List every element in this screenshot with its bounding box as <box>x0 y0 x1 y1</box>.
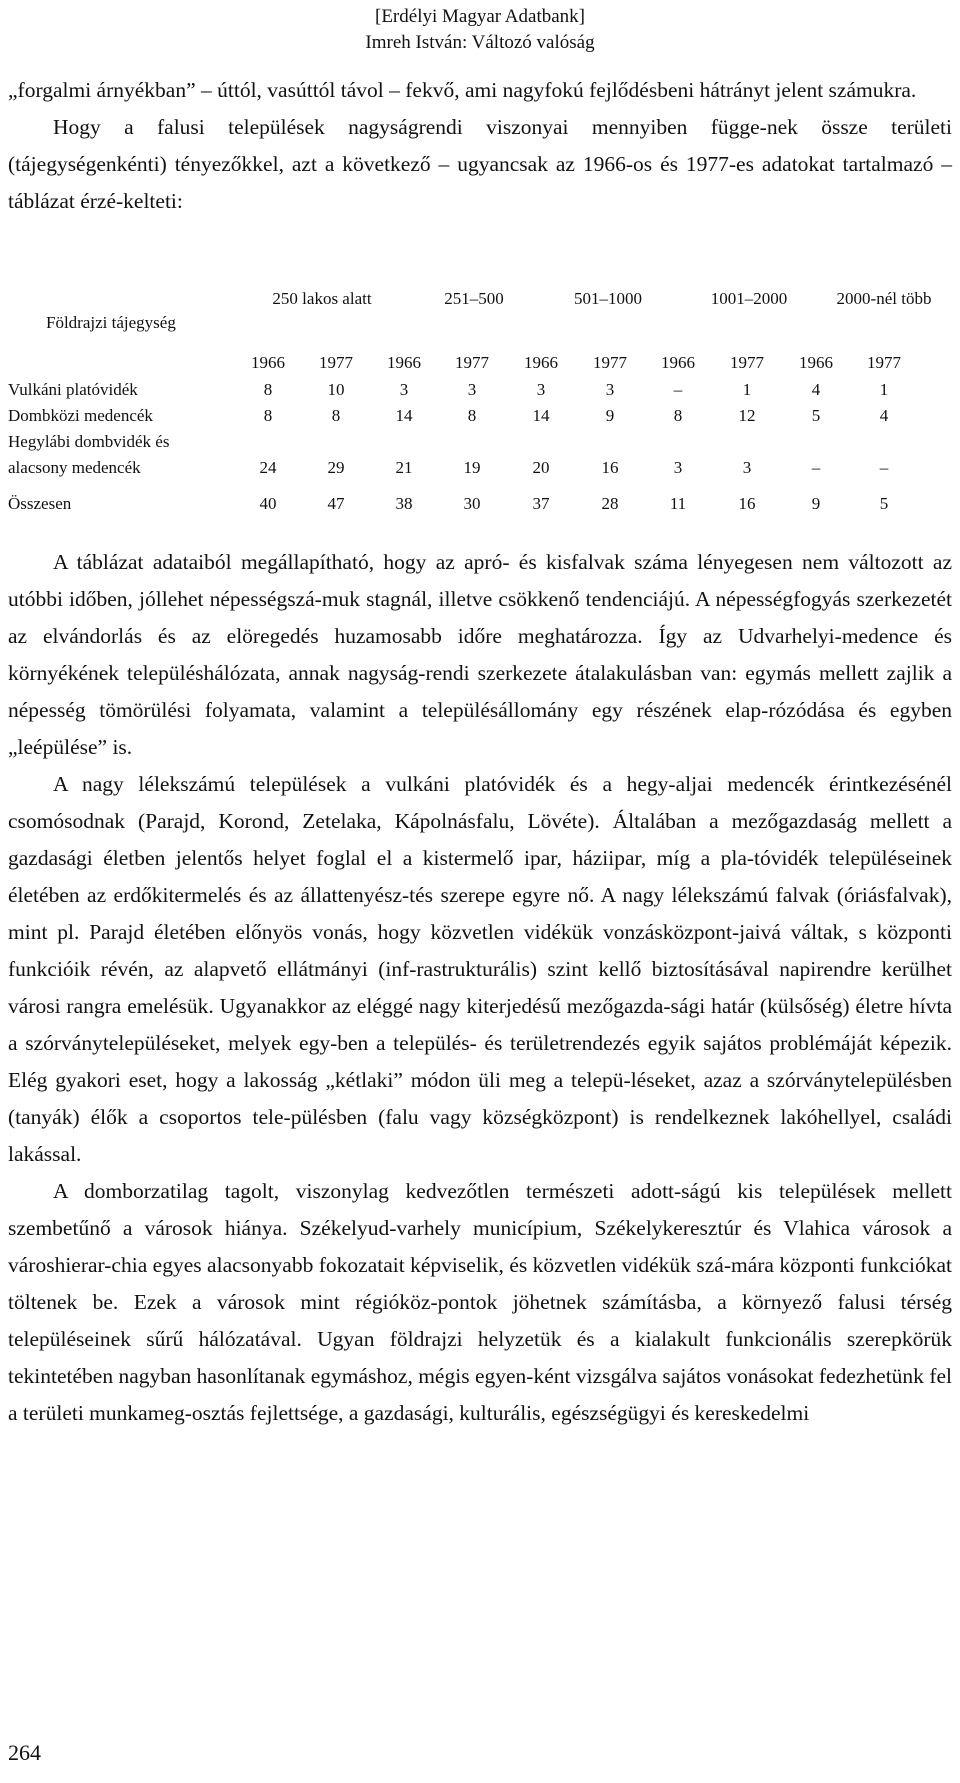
table-cell: 3 <box>536 380 546 399</box>
row-label <box>8 429 169 481</box>
table-row <box>8 429 952 481</box>
table-cell: 37 <box>532 494 550 513</box>
year-header: 1966 <box>524 353 558 372</box>
row-label: Dombközi medencék <box>8 406 153 425</box>
group-header-250-alatt: 250 lakos alatt <box>272 289 372 308</box>
table-cell: 47 <box>327 494 345 513</box>
region-column-header: Földrajzi tájegység <box>46 313 176 332</box>
year-header: 1977 <box>455 353 489 372</box>
table-cell: 3 <box>605 380 615 399</box>
table-cell: 9 <box>811 494 821 513</box>
table-cell: 20 <box>532 458 550 477</box>
year-header: 1966 <box>799 353 833 372</box>
group-header-501-1000: 501–1000 <box>574 289 642 308</box>
year-header: 1977 <box>593 353 627 372</box>
table-cell: 1 <box>879 380 889 399</box>
table-cell: 8 <box>331 406 341 425</box>
table-cell: 4 <box>811 380 821 399</box>
table-row <box>8 403 952 429</box>
table-cell: 3 <box>467 380 477 399</box>
year-header: 1977 <box>730 353 764 372</box>
table-cell: 21 <box>395 458 413 477</box>
table-cell: 8 <box>467 406 477 425</box>
table-cell: 8 <box>673 406 683 425</box>
table-cell: 29 <box>327 458 345 477</box>
intro-paragraph: Hogy a falusi települések nagyságrendi viszonyai mennyiben függe-nek össze területi (tájegységenkénti) tényezőkkel, azt a következő – ugyancsak az 1966-os és 1977-es adatokat tartalmazó – táblázat érzé-kelteti: <box>8 115 952 213</box>
table-cell: 24 <box>259 458 277 477</box>
table-cell: 3 <box>673 458 683 477</box>
table-cell: 5 <box>879 494 889 513</box>
table-cell: 8 <box>263 380 273 399</box>
table-cell: 5 <box>811 406 821 425</box>
table-cell: 11 <box>669 494 687 513</box>
year-header: 1977 <box>319 353 353 372</box>
body-paragraph: A domborzatilag tagolt, viszonylag kedvezőtlen természeti adott-ságú kis települések mellett szembetűnő a városok hiánya. Székelyud-varhely municípium, Székelykeresztúr és Vlahica városok a városhierar-chia egyes alacsonyabb fokozatait képviselik, és közvetlen vidékük szá-mára központi funkciókat töltenek be. Ezek a városok mint régióköz-pontok jöhetnek számításba, a környező falusi térség településeinek sűrű hálózatával. Ugyan földrajzi helyzetük és a kialakult funkcionális szerepkörük tekintetében nagyban hasonlítanak egymáshoz, mégis egyen-ként vizsgálva sajátos vonásokat fedezhetünk fel a területi munkameg-osztás fejlettsége, a gazdasági, kulturális, egészségügyi és kereskedelmi <box>8 1179 952 1425</box>
table-cell: 3 <box>399 380 409 399</box>
row-label: Vulkáni platóvidék <box>8 380 138 399</box>
table-cell: 16 <box>601 458 619 477</box>
table-cell: 16 <box>738 494 756 513</box>
year-header: 1966 <box>661 353 695 372</box>
continued-paragraph: „forgalmi árnyékban” – úttól, vasúttól távol – fekvő, ami nagyfokú fejlődésbeni hátrányt jelent számukra. <box>8 78 917 102</box>
table-cell: 12 <box>738 406 756 425</box>
year-header: 1966 <box>387 353 421 372</box>
group-header-2000-felett: 2000-nél több <box>836 289 932 308</box>
table-cell: 19 <box>463 458 481 477</box>
table-cell: – <box>879 458 889 477</box>
table-header <box>8 283 952 377</box>
body-section <box>8 544 952 1432</box>
header-source: [Erdélyi Magyar Adatbank] <box>375 6 585 27</box>
table-cell: 28 <box>601 494 619 513</box>
table-total-row <box>8 491 952 517</box>
table-cell: 10 <box>327 380 345 399</box>
table-cell: 40 <box>259 494 277 513</box>
header-book-title: Imreh István: Változó valóság <box>365 32 595 53</box>
table-row <box>8 377 952 403</box>
table-cell: 30 <box>463 494 481 513</box>
body-paragraph: A táblázat adataiból megállapítható, hogy az apró- és kisfalvak száma lényegesen nem változott az utóbbi időben, jóllehet népességszá-muk stagnál, illetve csökkenő tendenciájú. A népességfogyás szerkezetét az elvándorlás és az elöregedés huzamosabb időre meghatározza. Így az Udvarhelyi-medence és környékének településhálózata, annak nagyság-rendi szerkezete átalakulásban van: egymás mellett zajlik a népesség tömörülési folyamata, valamint a településállomány egy részének elap-rózódása és egyben „leépülése” is. <box>8 550 952 759</box>
table-cell: – <box>811 458 821 477</box>
table-cell: 4 <box>879 406 889 425</box>
row-label-line: Hegylábi dombvidék és <box>8 432 170 451</box>
table-cell: 1 <box>742 380 752 399</box>
page-number: 264 <box>8 1740 41 1765</box>
document-header <box>0 4 960 56</box>
row-label-line: alacsony medencék <box>8 458 141 477</box>
table-cell: 14 <box>395 406 413 425</box>
settlement-size-table <box>8 283 952 517</box>
table-cell: 9 <box>605 406 615 425</box>
intro-section <box>8 72 952 220</box>
table-cell: 3 <box>742 458 752 477</box>
year-header: 1977 <box>867 353 901 372</box>
table-cell: 14 <box>532 406 550 425</box>
table-cell: 38 <box>395 494 413 513</box>
row-label: Összesen <box>8 494 72 513</box>
year-header: 1966 <box>251 353 285 372</box>
table-cell: – <box>673 380 683 399</box>
body-paragraph: A nagy lélekszámú települések a vulkáni platóvidék és a hegy-aljai medencék érintkezésénél csomósodnak (Parajd, Korond, Zetelaka, Kápolnásfalu, Lövéte). Általában a mezőgazdaság mellett a gazdasági életben jelentős helyet foglal el a kistermelő ipar, háziipar, míg a pla-tóvidék településeinek életében az erdőkitermelés és az állattenyész-tés szerepe egyre nő. A nagy lélekszámú falvak (óriásfalvak), mint pl. Parajd életében előnyös vonás, hogy közvetlen vidékük vonzásközpont-jaivá váltak, s központi funkcióik révén, az alapvető ellátmányi (inf-rastrukturális) szint kellő biztosításával napirendre kerülhet városi rangra emelésük. Ugyanakkor az eléggé nagy kiterjedésű mezőgazda-sági határ (külsőség) életre hívta a szórványtelepüléseket, melyek egy-ben a település- és területrendezés egyik sajátos problémáját képezik. Elég gyakori eset, hogy a lakosság „kétlaki” módon üli meg a telepü-léseket, azaz a szórványtelepülésben (tanyák) élők a csoportos tele-pülésben (falu vagy községközpont) is rendelkeznek lakóhellyel, családi lakással. <box>8 772 952 1166</box>
table-cell: 8 <box>263 406 273 425</box>
group-header-251-500: 251–500 <box>444 289 504 308</box>
group-header-1001-2000: 1001–2000 <box>710 289 788 308</box>
